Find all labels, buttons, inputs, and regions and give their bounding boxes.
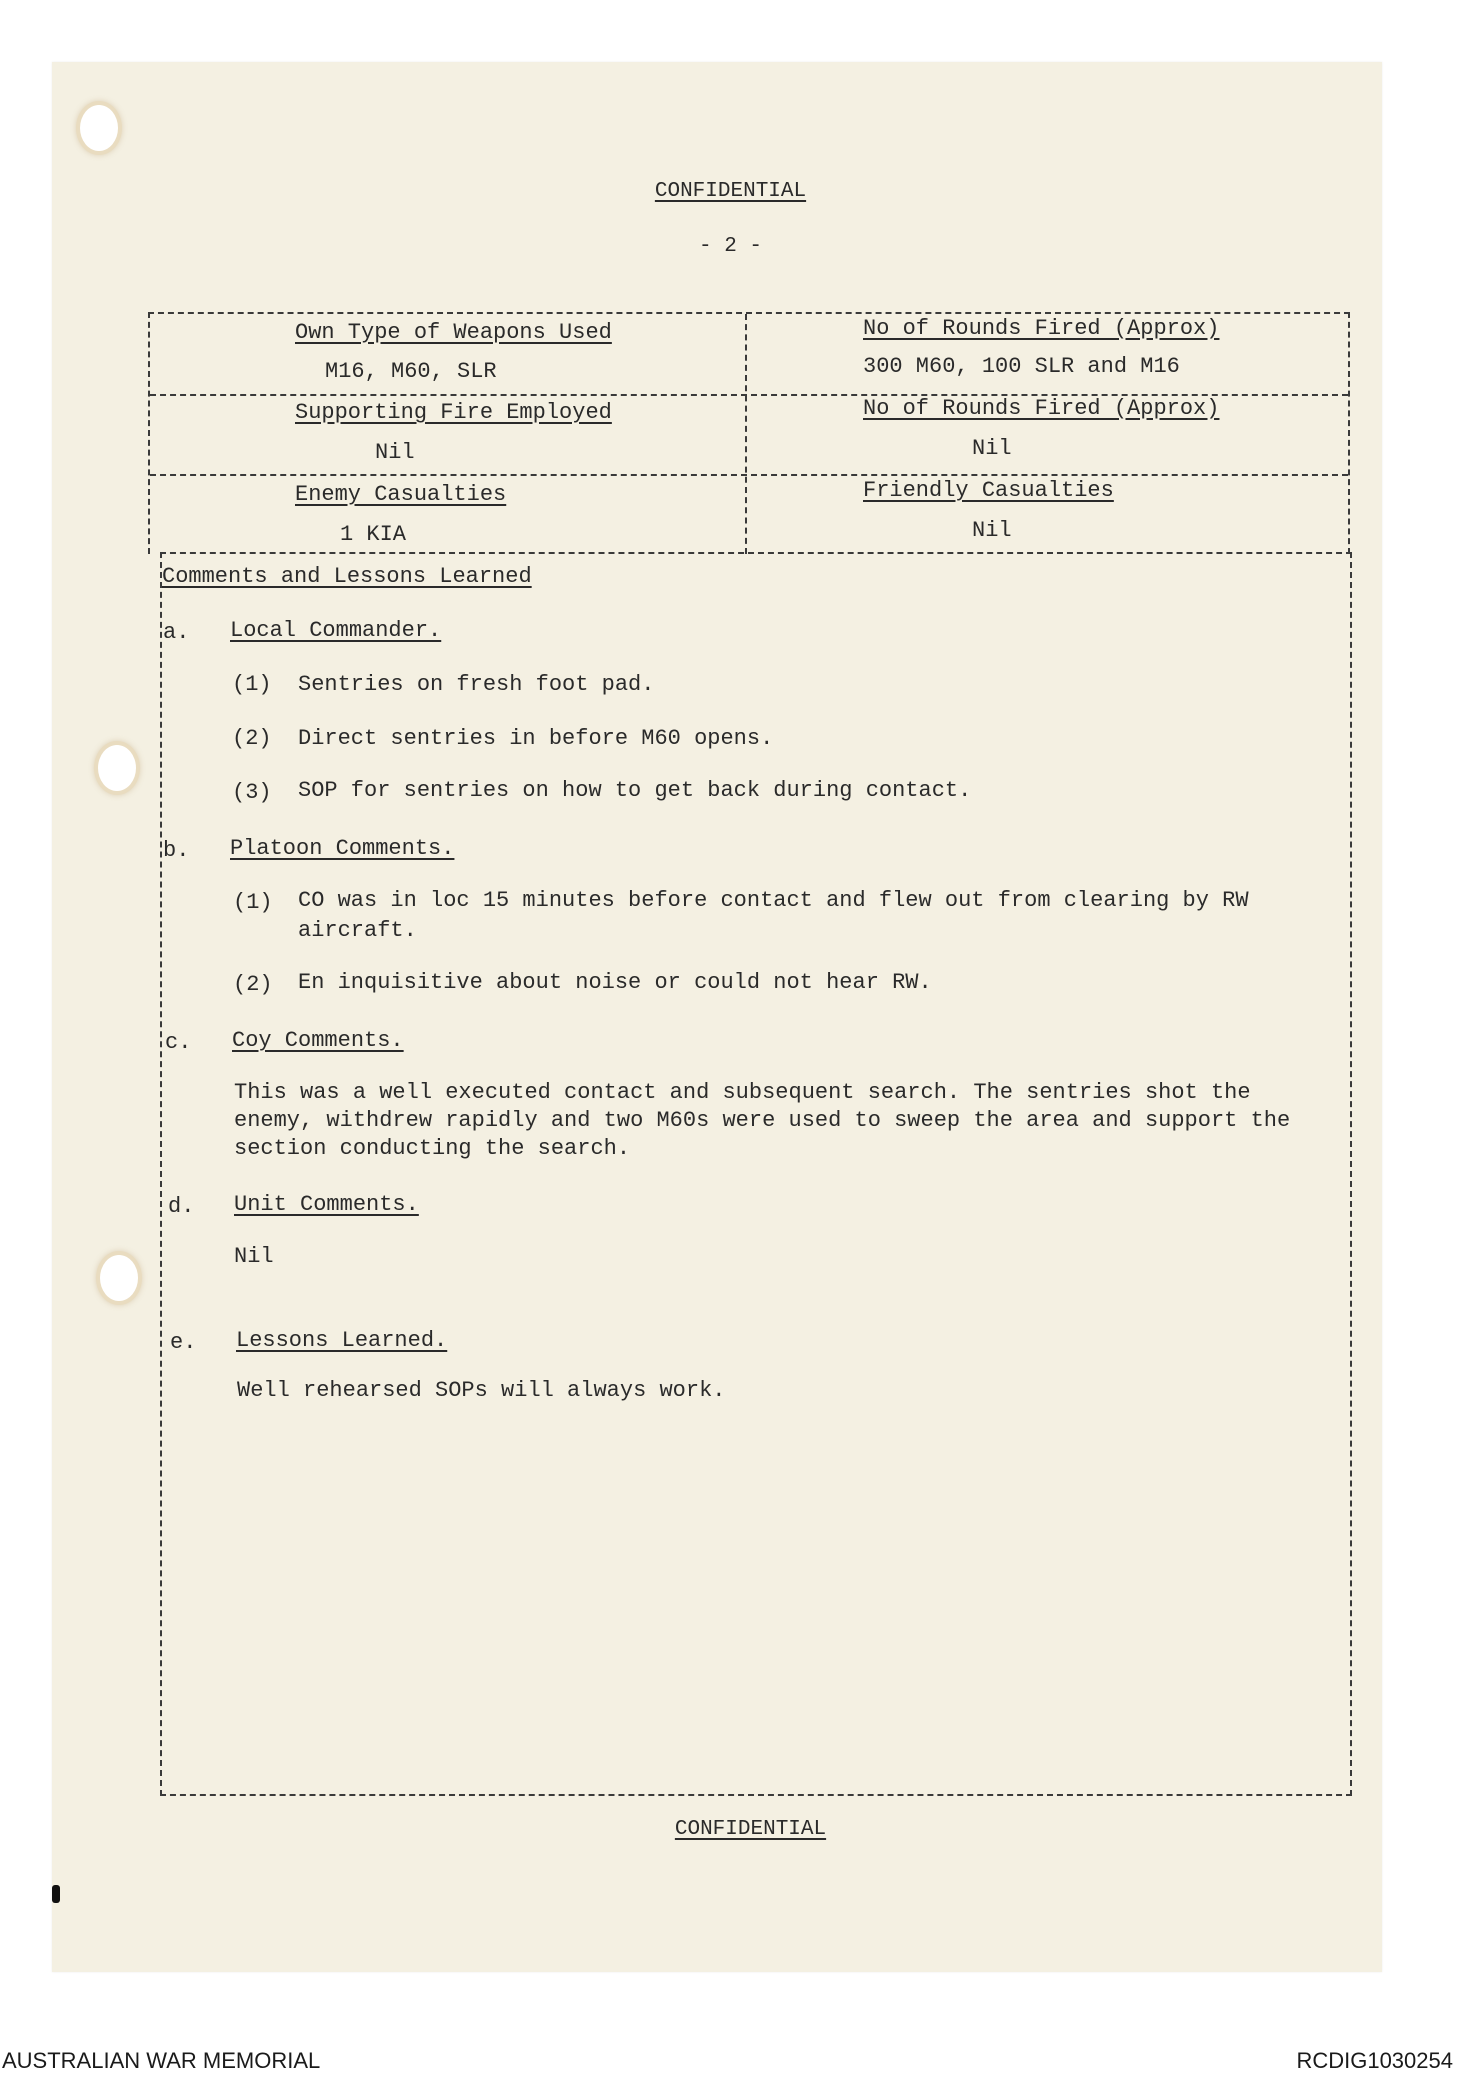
list-item-text: En inquisitive about noise or could not hear RW. <box>298 970 932 995</box>
page-number: - 2 - <box>698 235 762 258</box>
punch-hole-bottom <box>100 1255 138 1301</box>
section-title-c: Coy Comments. <box>232 1028 404 1053</box>
margin-mark <box>52 1885 60 1903</box>
section-title-d: Unit Comments. <box>234 1192 419 1217</box>
list-item-number: (1) <box>233 890 273 915</box>
details-table <box>148 312 1350 554</box>
support-rounds-value: Nil <box>972 436 1012 461</box>
section-title-a: Local Commander. <box>230 618 442 643</box>
rounds-fired-label: No of Rounds Fired (Approx) <box>863 316 1220 341</box>
list-item-number: (3) <box>232 780 272 805</box>
comments-heading: Comments and Lessons Learned <box>162 564 532 589</box>
section-e-text: Well rehearsed SOPs will always work. <box>237 1378 726 1403</box>
credit-right: RCDIG1030254 <box>1296 2048 1453 2073</box>
section-title-b: Platoon Comments. <box>230 836 455 861</box>
classification-footer: CONFIDENTIAL <box>674 1818 827 1841</box>
paragraph-line: enemy, withdrew rapidly and two M60s were used to sweep the area and support the <box>234 1108 1291 1133</box>
rounds-fired-value: 300 M60, 100 SLR and M16 <box>863 354 1180 379</box>
list-item-number: (2) <box>233 972 273 997</box>
section-d-text: Nil <box>234 1244 274 1269</box>
section-letter-a: a. <box>163 620 190 645</box>
section-letter-d: d. <box>168 1194 195 1219</box>
support-rounds-label: No of Rounds Fired (Approx) <box>863 396 1220 421</box>
friendly-casualties-value: Nil <box>972 518 1012 543</box>
weapons-used-label: Own Type of Weapons Used <box>295 320 612 345</box>
list-item-number: (1) <box>232 672 272 697</box>
punch-hole-top <box>80 105 118 151</box>
list-item-number: (2) <box>232 726 272 751</box>
list-item-text: CO was in loc 15 minutes before contact and flew out from clearing by RW <box>298 888 1249 913</box>
table-divider <box>745 314 747 554</box>
section-title-e: Lessons Learned. <box>236 1328 448 1353</box>
classification-header: CONFIDENTIAL <box>654 180 807 203</box>
list-item-text: Direct sentries in before M60 opens. <box>298 726 774 751</box>
weapons-used-value: M16, M60, SLR <box>325 359 497 384</box>
section-letter-e: e. <box>170 1330 197 1355</box>
table-row-divider <box>150 474 1348 476</box>
supporting-fire-label: Supporting Fire Employed <box>295 400 612 425</box>
list-item-text: SOP for sentries on how to get back during contact. <box>298 778 972 803</box>
enemy-casualties-value: 1 KIA <box>340 522 407 547</box>
paragraph-line: This was a well executed contact and subsequent search. The sentries shot the <box>234 1080 1251 1105</box>
paragraph-line: section conducting the search. <box>234 1136 631 1161</box>
punch-hole-middle <box>98 745 136 791</box>
enemy-casualties-label: Enemy Casualties <box>295 482 507 507</box>
friendly-casualties-label: Friendly Casualties <box>863 478 1114 503</box>
credit-left: AUSTRALIAN WAR MEMORIAL <box>2 2048 321 2073</box>
section-letter-b: b. <box>163 838 190 863</box>
supporting-fire-value: Nil <box>375 440 415 465</box>
list-item-text-continued: aircraft. <box>298 918 417 943</box>
section-letter-c: c. <box>165 1030 192 1055</box>
list-item-text: Sentries on fresh foot pad. <box>298 672 655 697</box>
